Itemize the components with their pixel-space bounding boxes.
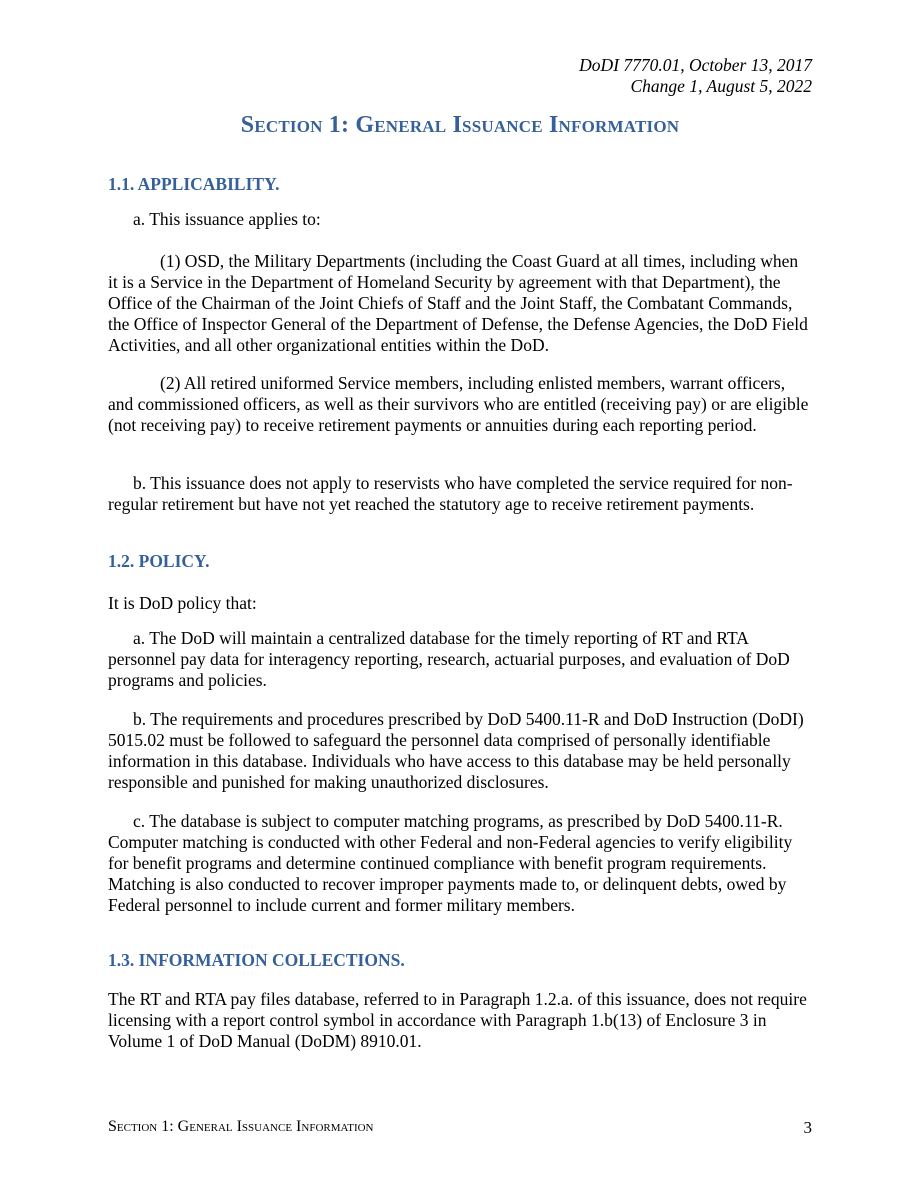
footer-section-title: Section 1: General Issuance Information: [108, 1118, 374, 1135]
paragraph-1-1-a-2: (2) All retired uniformed Service members, including enlisted members, warrant officers, and commissioned officers, as well as their survivors who are entitled (receiving pay) or are eligible (not receiving pay) to receive retirement payments or annuities during each reporting period.: [108, 373, 809, 435]
paragraph-1-2-b: b. The requirements and procedures prescribed by DoD 5400.11-R and DoD Instruction (DoDI) 5015.02 must be followed to safeguard the personnel data comprised of personally identifiable information in this database. Individuals who have access to this database may be held personally responsible and punished for making unauthorized disclosures.: [108, 709, 804, 792]
footer-page-number: 3: [803, 1118, 812, 1137]
paragraph-1-1-a: a. This issuance applies to:: [133, 209, 321, 229]
paragraph-1-3: The RT and RTA pay files database, referred to in Paragraph 1.2.a. of this issuance, does not require licensing with a report control symbol in accordance with Paragraph 1.b(13) of Enclosure 3 in Volume 1 of DoD Manual (DoDM) 8910.01.: [108, 989, 807, 1051]
paragraph-1-2-c: c. The database is subject to computer matching programs, as prescribed by DoD 5400.11-R. Computer matching is conducted with other Federal and non-Federal agencies to verify eligibility for benefit programs and determine continued compliance with benefit program requirements. Matching is also conducted to recover improper payments made to, or delinquent debts, owed by Federal personnel to include current and former military members.: [108, 811, 793, 915]
header-doc-id: DoDI 7770.01, October 13, 2017: [579, 55, 812, 75]
paragraph-1-2-a: a. The DoD will maintain a centralized database for the timely reporting of RT and RTA personnel pay data for interagency reporting, research, actuarial purposes, and evaluation of DoD programs and policies.: [108, 628, 790, 690]
paragraph-1-1-a-1: (1) OSD, the Military Departments (including the Coast Guard at all times, including when it is a Service in the Department of Homeland Security by agreement with that Department), the Office of the Chairman of the Joint Chiefs of Staff and the Joint Staff, the Combatant Commands, the Office of Inspector General of the Department of Defense, the Defense Agencies, the DoD Field Activities, and all other organizational entities within the DoD.: [108, 251, 808, 355]
heading-policy: 1.2. POLICY.: [108, 551, 210, 571]
paragraph-policy-intro: It is DoD policy that:: [108, 593, 257, 613]
paragraph-1-1-b: b. This issuance does not apply to reservists who have completed the service required for non-regular retirement but have not yet reached the statutory age to receive retirement payments.: [108, 473, 793, 514]
section-title: Section 1: General Issuance Information: [240, 112, 680, 138]
heading-information-collections: 1.3. INFORMATION COLLECTIONS.: [108, 950, 405, 970]
heading-applicability: 1.1. APPLICABILITY.: [108, 174, 280, 194]
header-change: Change 1, August 5, 2022: [630, 76, 812, 96]
